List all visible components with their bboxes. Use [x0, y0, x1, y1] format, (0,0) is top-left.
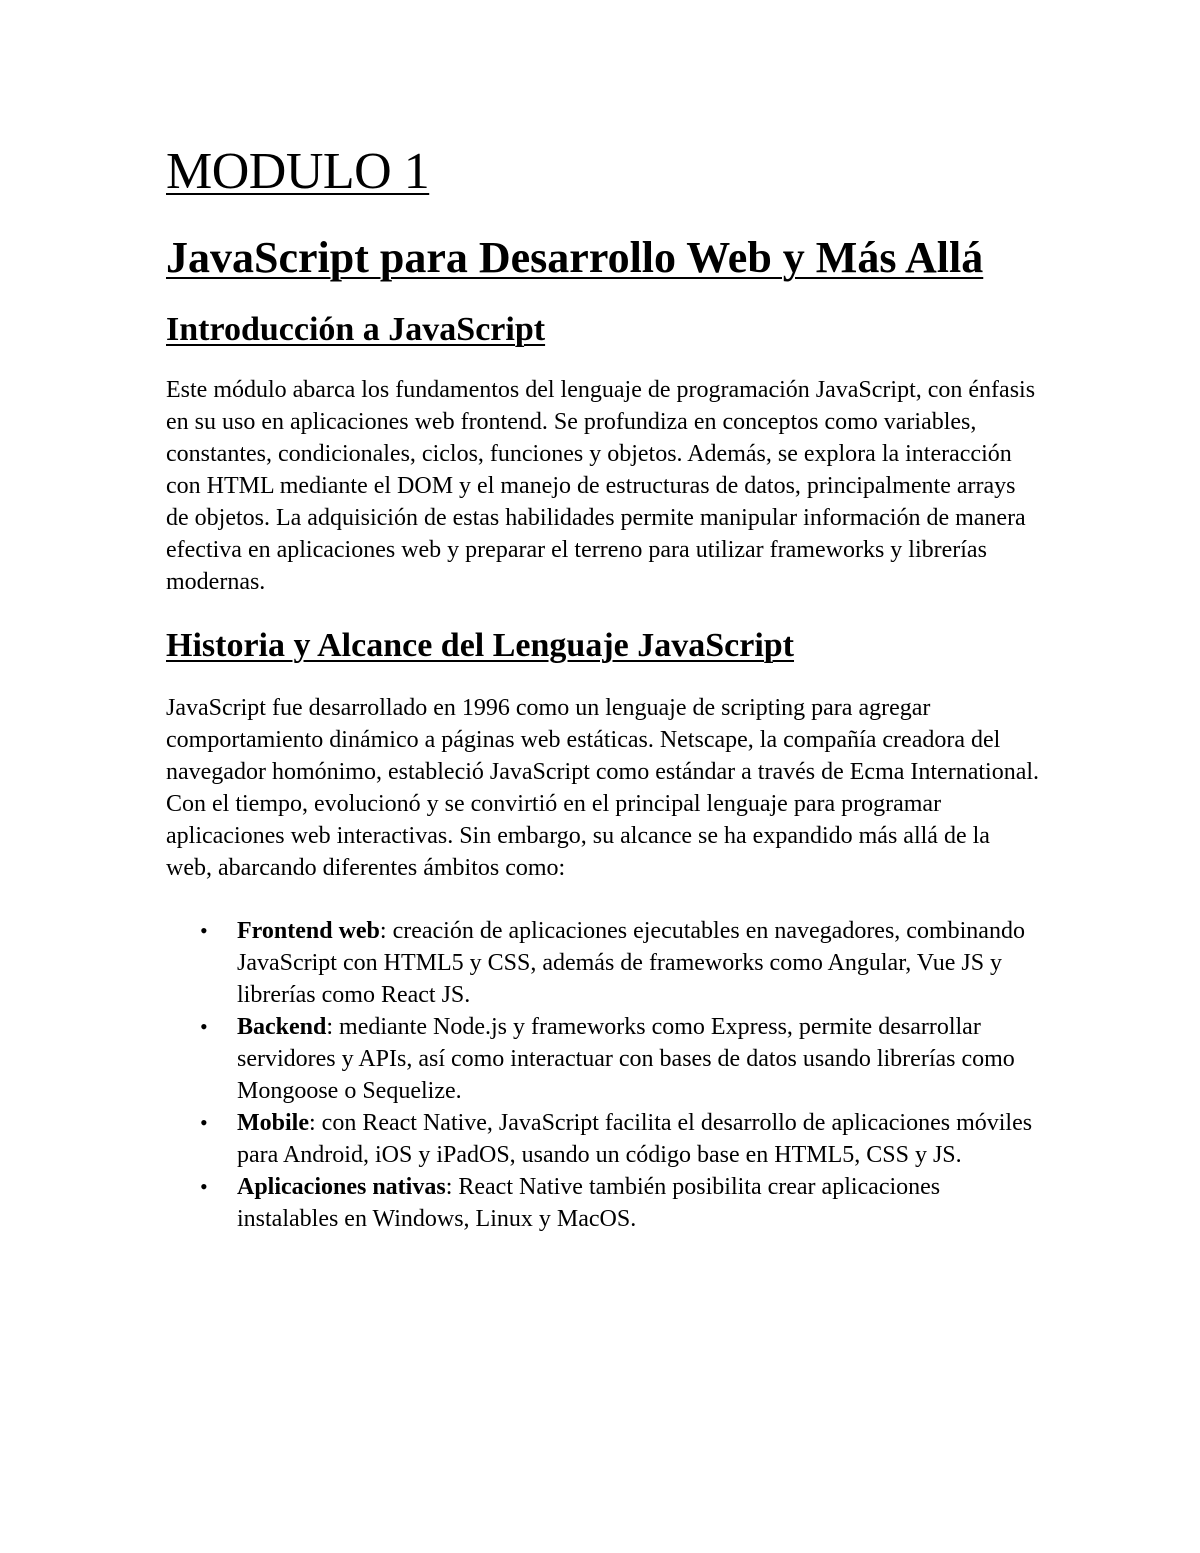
bullet-icon: •	[200, 918, 208, 943]
history-paragraph: JavaScript fue desarrollado en 1996 como un lenguaje de scripting para agregar comportamiento dinámico a páginas web estáticas. Netscape, la compañía creadora del navegador homónimo, estableció JavaScript como estándar a través de Ecma International. Con el tiempo, evolucionó y se convirtió en el principal lenguaje para programar aplicaciones web interactivas. Sin embargo, su alcance se ha expandido más allá de la web, abarcando diferentes ámbitos como:	[166, 695, 1040, 881]
bullet-icon: •	[200, 1174, 208, 1199]
list-item-text: : mediante Node.js y frameworks como Express, permite desarrollar servidores y APIs, así como interactuar con bases de datos usando librerías como Mongoose o Sequelize.	[237, 1014, 1015, 1104]
section-heading-introduccion: Introducción a JavaScript	[166, 311, 546, 348]
module-title: MODULO 1	[166, 143, 430, 200]
section-heading-historia: Historia y Alcance del Lenguaje JavaScript	[166, 627, 795, 664]
list-item-term: Frontend web	[237, 918, 380, 944]
list-item-mobile	[200, 1107, 1047, 1171]
list-item-term: Aplicaciones nativas	[237, 1174, 446, 1200]
list-item-term: Backend	[237, 1014, 327, 1040]
list-item-nativas	[200, 1171, 1047, 1235]
list-item-text: : con React Native, JavaScript facilita el desarrollo de aplicaciones móviles para Android, iOS y iPadOS, usando un código base en HTML5, CSS y JS.	[237, 1110, 1033, 1168]
list-item-backend	[200, 1011, 1047, 1107]
document-content	[166, 140, 1046, 1235]
list-item-frontend	[200, 915, 1047, 1011]
scope-list	[166, 915, 1047, 1235]
list-item-term: Mobile	[237, 1110, 309, 1136]
intro-paragraph: Este módulo abarca los fundamentos del lenguaje de programación JavaScript, con énfasis en su uso en aplicaciones web frontend. Se profundiza en conceptos como variables, constantes, condicionales, ciclos, funciones y objetos. Además, se explora la interacción con HTML mediante el DOM y el manejo de estructuras de datos, principalmente arrays de objetos. La adquisición de estas habilidades permite manipular información de manera efectiva en aplicaciones web y preparar el terreno para utilizar frameworks y librerías modernas.	[166, 377, 1036, 595]
main-title: JavaScript para Desarrollo Web y Más Allá	[166, 233, 984, 282]
bullet-icon: •	[200, 1110, 208, 1135]
bullet-icon: •	[200, 1014, 208, 1039]
list-item-text: : creación de aplicaciones ejecutables en navegadores, combinando JavaScript con HTML5 y CSS, además de frameworks como Angular, Vue JS y librerías como React JS.	[237, 918, 1025, 1008]
list-item-text: : React Native también posibilita crear aplicaciones instalables en Windows, Linux y MacOS.	[237, 1174, 941, 1232]
